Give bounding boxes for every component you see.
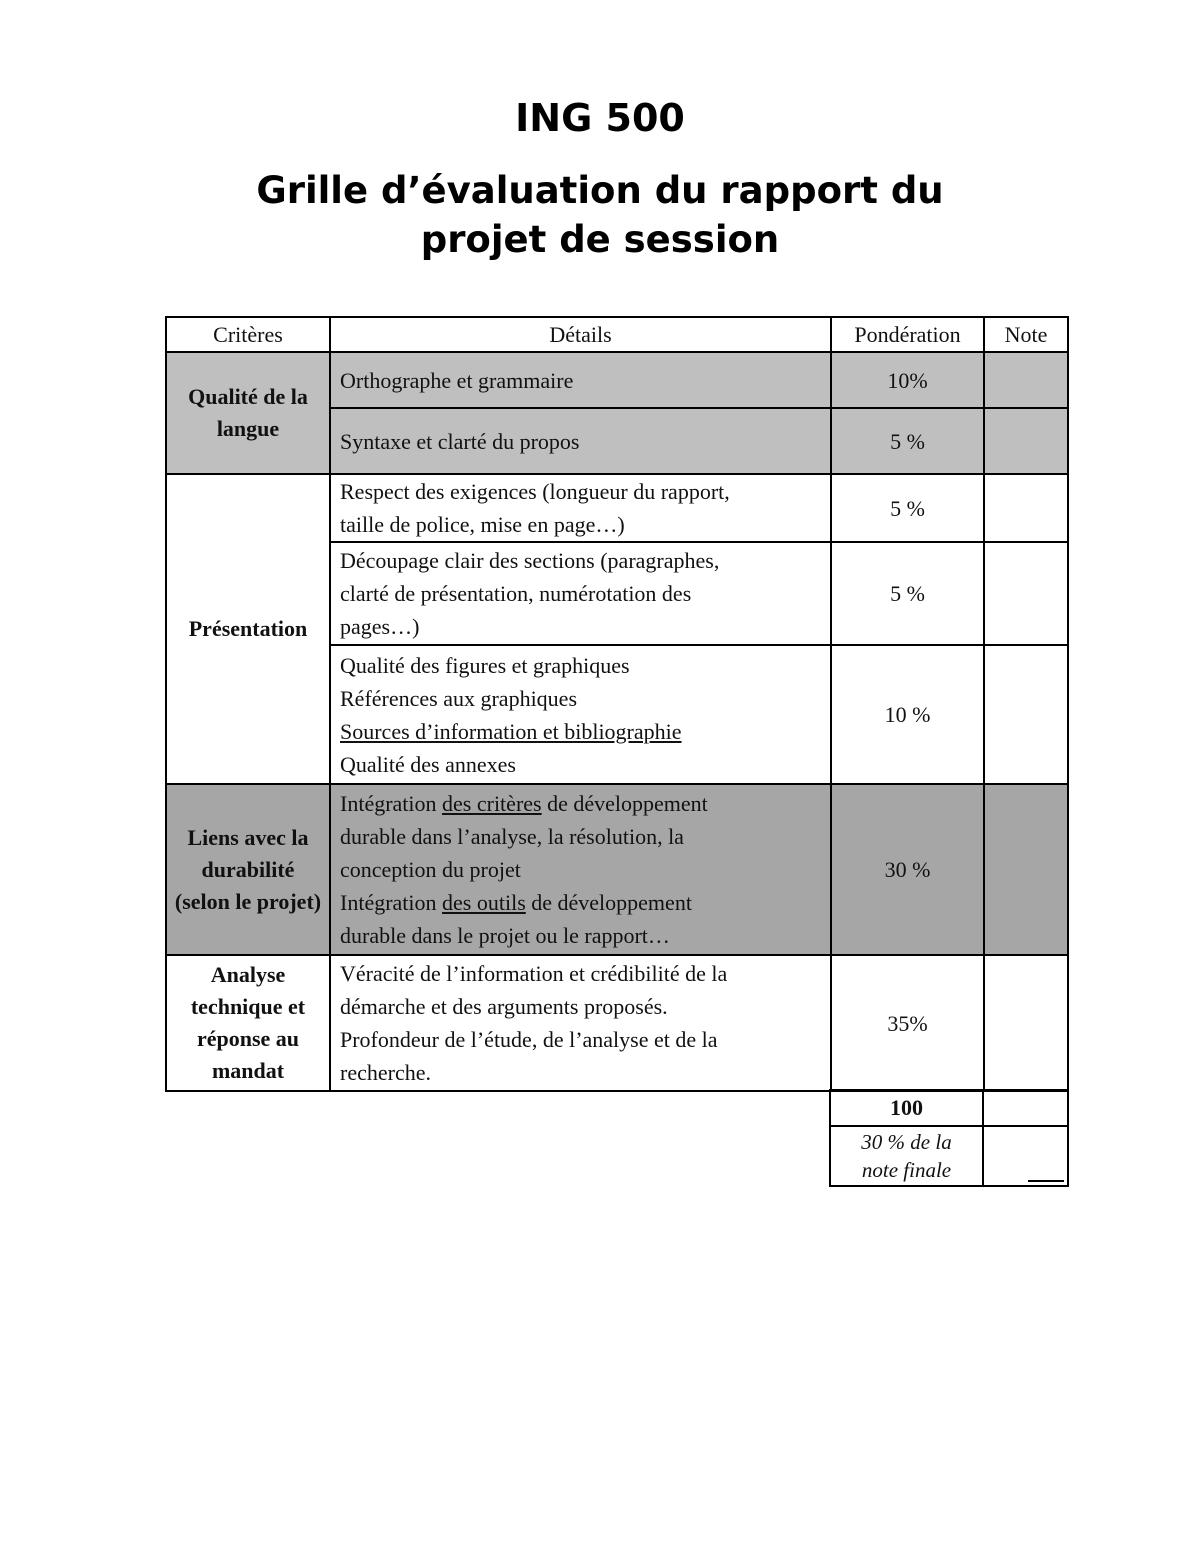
criterion-cell: Analyse technique et réponse au mandat (166, 955, 330, 1091)
table-row (166, 352, 1068, 408)
detail-line: Qualité des figures et graphiques (340, 652, 630, 678)
table-row (166, 784, 1068, 955)
detail-line: Références aux graphiques (340, 685, 578, 711)
detail-line: conception du projet (340, 857, 521, 882)
criterion-cell: Qualité de la langue (166, 352, 330, 474)
note-cell[interactable] (984, 408, 1068, 474)
total-value: 100 (830, 1090, 983, 1126)
title-line: projet de session (420, 218, 780, 261)
detail-text: de développement (525, 890, 692, 915)
document-title (0, 166, 1200, 264)
final-label-line: note finale (861, 1158, 952, 1182)
course-code: ING 500 (515, 96, 685, 140)
totals-table (829, 1089, 1069, 1187)
detail-cell (330, 352, 831, 408)
note-cell[interactable] (984, 645, 1068, 784)
detail-line: taille de police, mise en page…) (340, 512, 625, 537)
detail-line: démarche et des arguments proposés. (340, 994, 668, 1019)
detail-line: clarté de présentation, numérotation des (340, 581, 692, 606)
final-label (830, 1126, 983, 1186)
detail-line: durable dans l’analyse, la résolution, la (340, 824, 684, 849)
table-row (166, 474, 1068, 542)
detail-line: Profondeur de l’étude, de l’analyse et de la (340, 1027, 718, 1052)
detail-line (340, 886, 821, 919)
detail-line: Qualité des annexes (340, 751, 516, 777)
divider (1028, 1180, 1064, 1182)
final-row (830, 1126, 1068, 1186)
note-cell[interactable] (984, 474, 1068, 542)
table-row (166, 955, 1068, 1091)
note-cell[interactable] (984, 955, 1068, 1091)
header-criteres: Critères (166, 317, 330, 352)
detail-cell (330, 784, 831, 955)
note-cell[interactable] (984, 352, 1068, 408)
final-label-line: 30 % de la (861, 1130, 952, 1154)
detail-text: de développement (541, 791, 708, 816)
total-row (830, 1090, 1068, 1126)
criterion-cell: Présentation (166, 474, 330, 784)
detail-line: recherche. (340, 1060, 431, 1085)
note-cell[interactable] (984, 542, 1068, 645)
weight-cell: 10% (831, 352, 984, 408)
detail-emphasis: des outils (442, 890, 526, 915)
detail-line (340, 787, 821, 820)
header-ponderation: Pondération (831, 317, 984, 352)
weight-cell: 5 % (831, 474, 984, 542)
detail-line: Découpage clair des sections (paragraphes, (340, 548, 720, 573)
header-details: Détails (330, 317, 831, 352)
detail-cell (330, 645, 831, 784)
header-row (166, 317, 1068, 352)
detail-text: Intégration (340, 890, 443, 915)
detail-line: pages…) (340, 614, 420, 639)
detail-line: Syntaxe et clarté du propos (340, 428, 580, 454)
note-cell[interactable] (984, 784, 1068, 955)
weight-cell: 35% (831, 955, 984, 1091)
weight-cell: 30 % (831, 784, 984, 955)
weight-cell: 5 % (831, 542, 984, 645)
detail-line: Sources d’information et bibliographie (340, 718, 682, 744)
criterion-cell: Liens avec la durabilité (selon le projet) (166, 784, 330, 955)
evaluation-grid (165, 316, 1069, 1092)
detail-line: durable dans le projet ou le rapport… (340, 923, 670, 948)
detail-emphasis: des critères (442, 791, 542, 816)
title-line: Grille d’évaluation du rapport du (256, 169, 944, 212)
detail-cell (330, 474, 831, 542)
weight-cell: 10 % (831, 645, 984, 784)
detail-line: Respect des exigences (longueur du rapport, (340, 479, 730, 504)
weight-cell: 5 % (831, 408, 984, 474)
final-note-cell[interactable] (983, 1126, 1068, 1186)
header-note: Note (984, 317, 1068, 352)
total-note-cell[interactable] (983, 1090, 1068, 1126)
detail-cell (330, 408, 831, 474)
detail-line: Orthographe et grammaire (340, 367, 574, 393)
detail-text: Intégration (340, 791, 443, 816)
detail-cell (330, 955, 831, 1091)
detail-cell (330, 542, 831, 645)
detail-line: Véracité de l’information et crédibilité de la (340, 961, 728, 986)
